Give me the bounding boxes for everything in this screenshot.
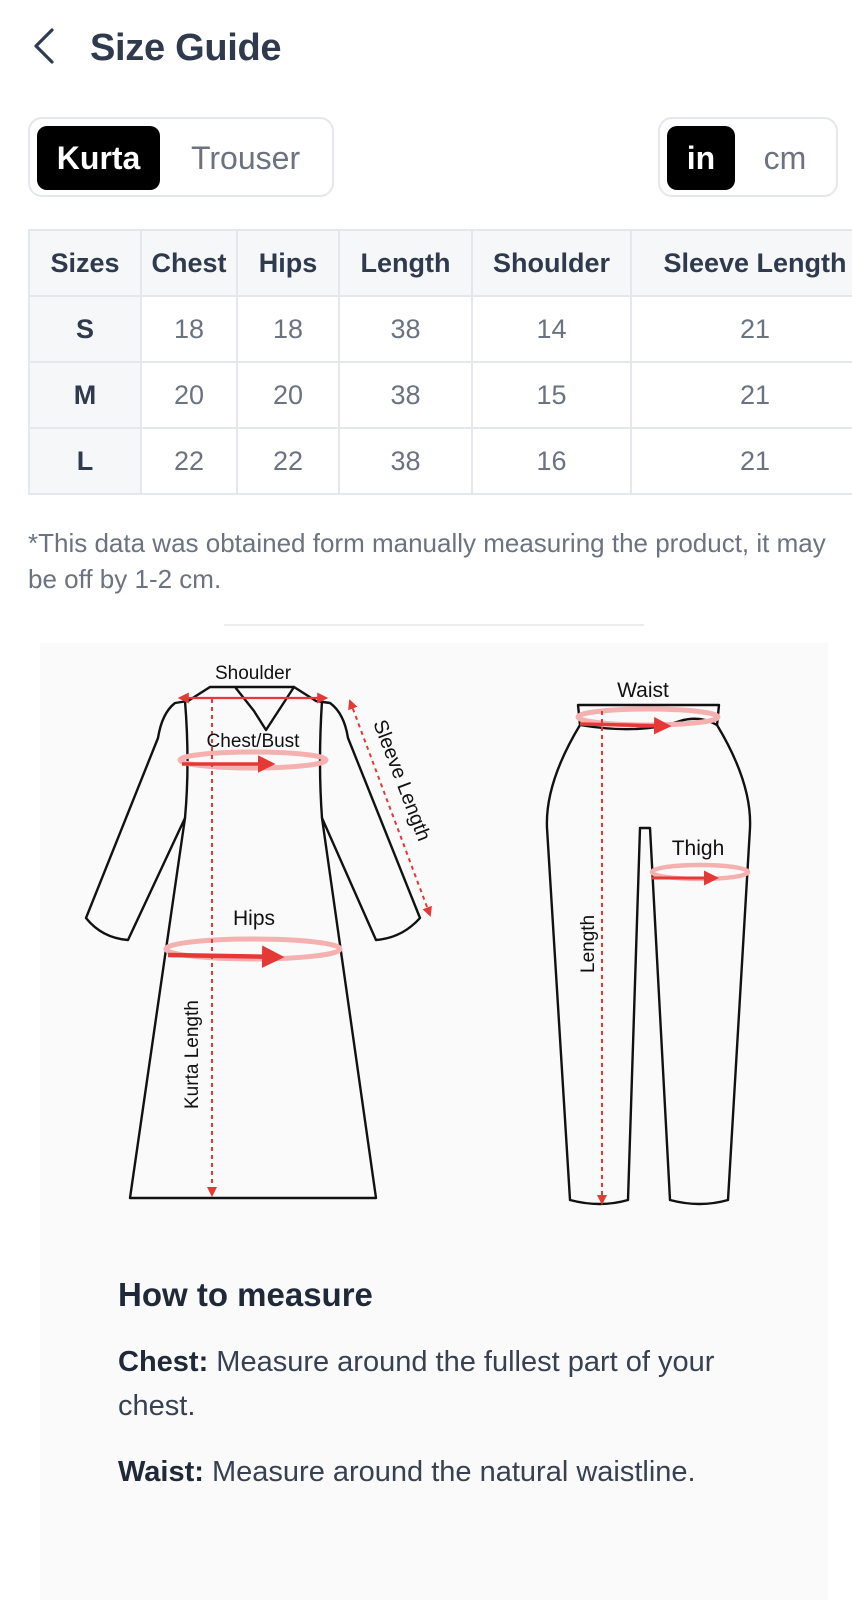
table-cell: 22: [141, 428, 237, 494]
unit-toggle: [658, 117, 838, 197]
garment-toggle: [28, 117, 334, 197]
table-cell: 18: [237, 296, 339, 362]
label-trouser-length: Length: [578, 914, 599, 973]
column-header: Length: [339, 230, 472, 296]
size-table: [28, 229, 852, 495]
tab-kurta[interactable]: Kurta: [37, 126, 160, 190]
how-to-measure-title: How to measure: [118, 1276, 373, 1313]
table-cell: 15: [472, 362, 631, 428]
label-hips: Hips: [232, 907, 276, 930]
label-shoulder: Shoulder: [214, 663, 292, 684]
column-header: Shoulder: [472, 230, 631, 296]
size-cell: M: [29, 362, 141, 428]
table-cell: 14: [472, 296, 631, 362]
table-cell: 22: [237, 428, 339, 494]
label-waist: Waist: [617, 679, 669, 702]
howto-item-waist: [118, 1450, 758, 1494]
column-header: Sizes: [29, 230, 141, 296]
howto-term: Chest:: [118, 1346, 209, 1378]
size-cell: L: [29, 428, 141, 494]
table-cell: 38: [339, 428, 472, 494]
tab-trouser[interactable]: Trouser: [191, 139, 301, 176]
table-cell: 38: [339, 362, 472, 428]
howto-text: Measure around the natural waistline.: [203, 1456, 696, 1488]
table-cell: 38: [339, 296, 472, 362]
column-header: Chest: [141, 230, 237, 296]
measurement-diagram: [40, 643, 828, 1243]
label-sleeve-length: Sleeve Length: [368, 716, 435, 845]
column-header: Sleeve Length: [631, 230, 852, 296]
table-cell: 21: [631, 362, 852, 428]
measurement-note: *This data was obtained form manually measuring the product, it may be off by 1-2 cm.: [28, 528, 826, 594]
back-button[interactable]: [28, 24, 68, 68]
table-row: [29, 362, 852, 428]
unit-in-button[interactable]: in: [667, 126, 735, 190]
table-header-row: [29, 230, 852, 296]
size-cell: S: [29, 296, 141, 362]
table-cell: 21: [631, 296, 852, 362]
header: [0, 0, 852, 96]
page-title: Size Guide: [90, 27, 282, 69]
chevron-left-icon: [28, 24, 68, 68]
howto-text: Measure around the fullest part of your chest.: [118, 1346, 715, 1422]
label-kurta-length: Kurta Length: [182, 1000, 203, 1109]
unit-cm-button[interactable]: cm: [763, 139, 807, 176]
table-cell: 20: [237, 362, 339, 428]
table-row: [29, 296, 852, 362]
table-cell: 16: [472, 428, 631, 494]
column-header: Hips: [237, 230, 339, 296]
table-row: [29, 428, 852, 494]
divider: [224, 624, 644, 626]
label-chest: Chest/Bust: [206, 731, 300, 752]
size-table-container[interactable]: [28, 229, 852, 499]
label-thigh: Thigh: [671, 837, 725, 860]
howto-item-chest: [118, 1340, 758, 1428]
table-cell: 21: [631, 428, 852, 494]
table-cell: 18: [141, 296, 237, 362]
howto-term: Waist:: [118, 1456, 204, 1488]
trouser-measure-marks: [578, 709, 748, 1203]
table-cell: 20: [141, 362, 237, 428]
how-to-measure-section: [118, 1276, 758, 1516]
